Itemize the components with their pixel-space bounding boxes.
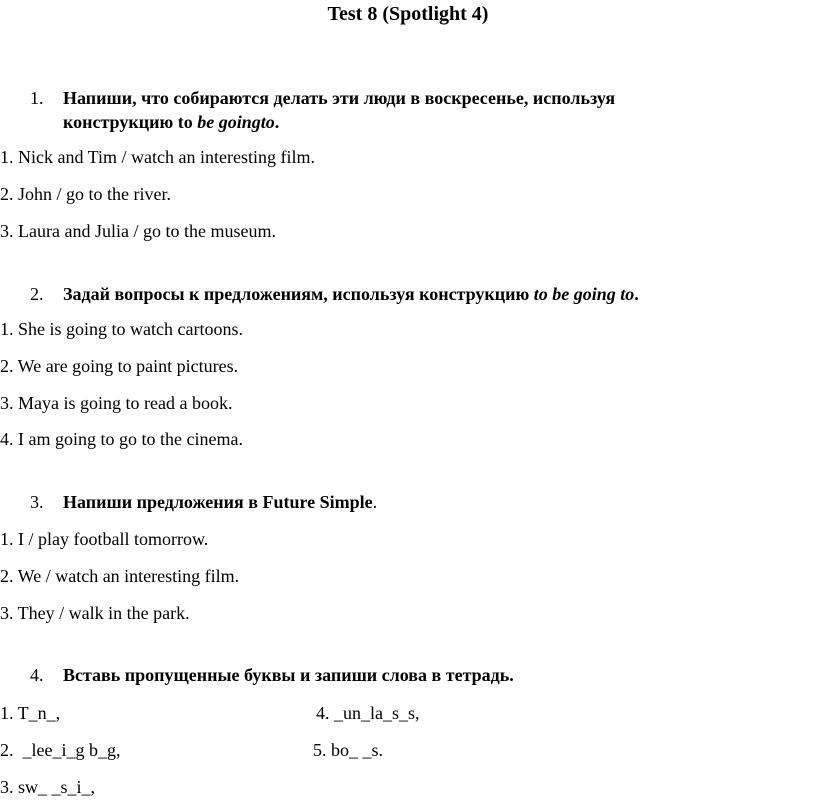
task-4-word-5: 5. bo_ _s. xyxy=(313,740,384,760)
task-1-item-3: 3. Laura and Julia / go to the museum. xyxy=(0,221,276,241)
task-3-item-2: 2. We / watch an interesting film. xyxy=(0,566,240,586)
task-3-number: 3. xyxy=(30,492,44,512)
task-2-text-prefix: Задай вопросы к предложениям, используя конструкцию xyxy=(63,284,534,304)
task-3-item-3: 3. They / walk in the park. xyxy=(0,603,190,623)
task-1-text-line2-prefix: конструкцию to xyxy=(63,112,198,132)
task-3-text-suffix: . xyxy=(372,492,378,512)
task-4-word-1: 1. T_n_, xyxy=(0,703,61,723)
task-2-item-4: 4. I am going to go to the cinema. xyxy=(0,429,243,449)
page-title: Test 8 (Spotlight 4) xyxy=(327,3,489,25)
task-2-text xyxy=(63,282,639,306)
task-2-text-suffix: . xyxy=(634,284,639,304)
task-3-text-main: Напиши предложения в Future Simple xyxy=(63,492,373,512)
task-2-number: 2. xyxy=(30,284,44,304)
task-1-text-line2-suffix: . xyxy=(274,112,280,132)
task-2-item-2: 2. We are going to paint pictures. xyxy=(0,356,239,376)
task-4-number: 4. xyxy=(30,665,44,685)
task-4-word-4: 4. _un_la_s_s, xyxy=(316,703,420,723)
task-2-item-1: 1. She is going to watch cartoons. xyxy=(0,319,243,339)
task-4-word-3: 3. sw_ _s_i_, xyxy=(0,777,96,797)
task-1-text-line2 xyxy=(63,110,279,134)
task-3-text xyxy=(63,490,377,514)
task-1-item-1: 1. Nick and Tim / watch an interesting film. xyxy=(0,147,315,167)
task-3-item-1: 1. I / play football tomorrow. xyxy=(0,529,209,549)
task-2-item-3: 3. Maya is going to read a book. xyxy=(0,393,233,413)
task-4-word-2: 2. _lee_i_g b_g, xyxy=(0,740,121,760)
task-1-construction: be goingto xyxy=(197,112,275,132)
task-1-item-2: 2. John / go to the river. xyxy=(0,184,171,204)
task-1-number: 1. xyxy=(30,88,44,108)
task-2-construction: to be going to xyxy=(533,284,635,304)
task-1-text-line1: Напиши, что собираются делать эти люди в воскресенье, используя xyxy=(63,88,616,108)
task-4-text: Вставь пропущенные буквы и запиши слова в тетрадь. xyxy=(63,665,514,685)
